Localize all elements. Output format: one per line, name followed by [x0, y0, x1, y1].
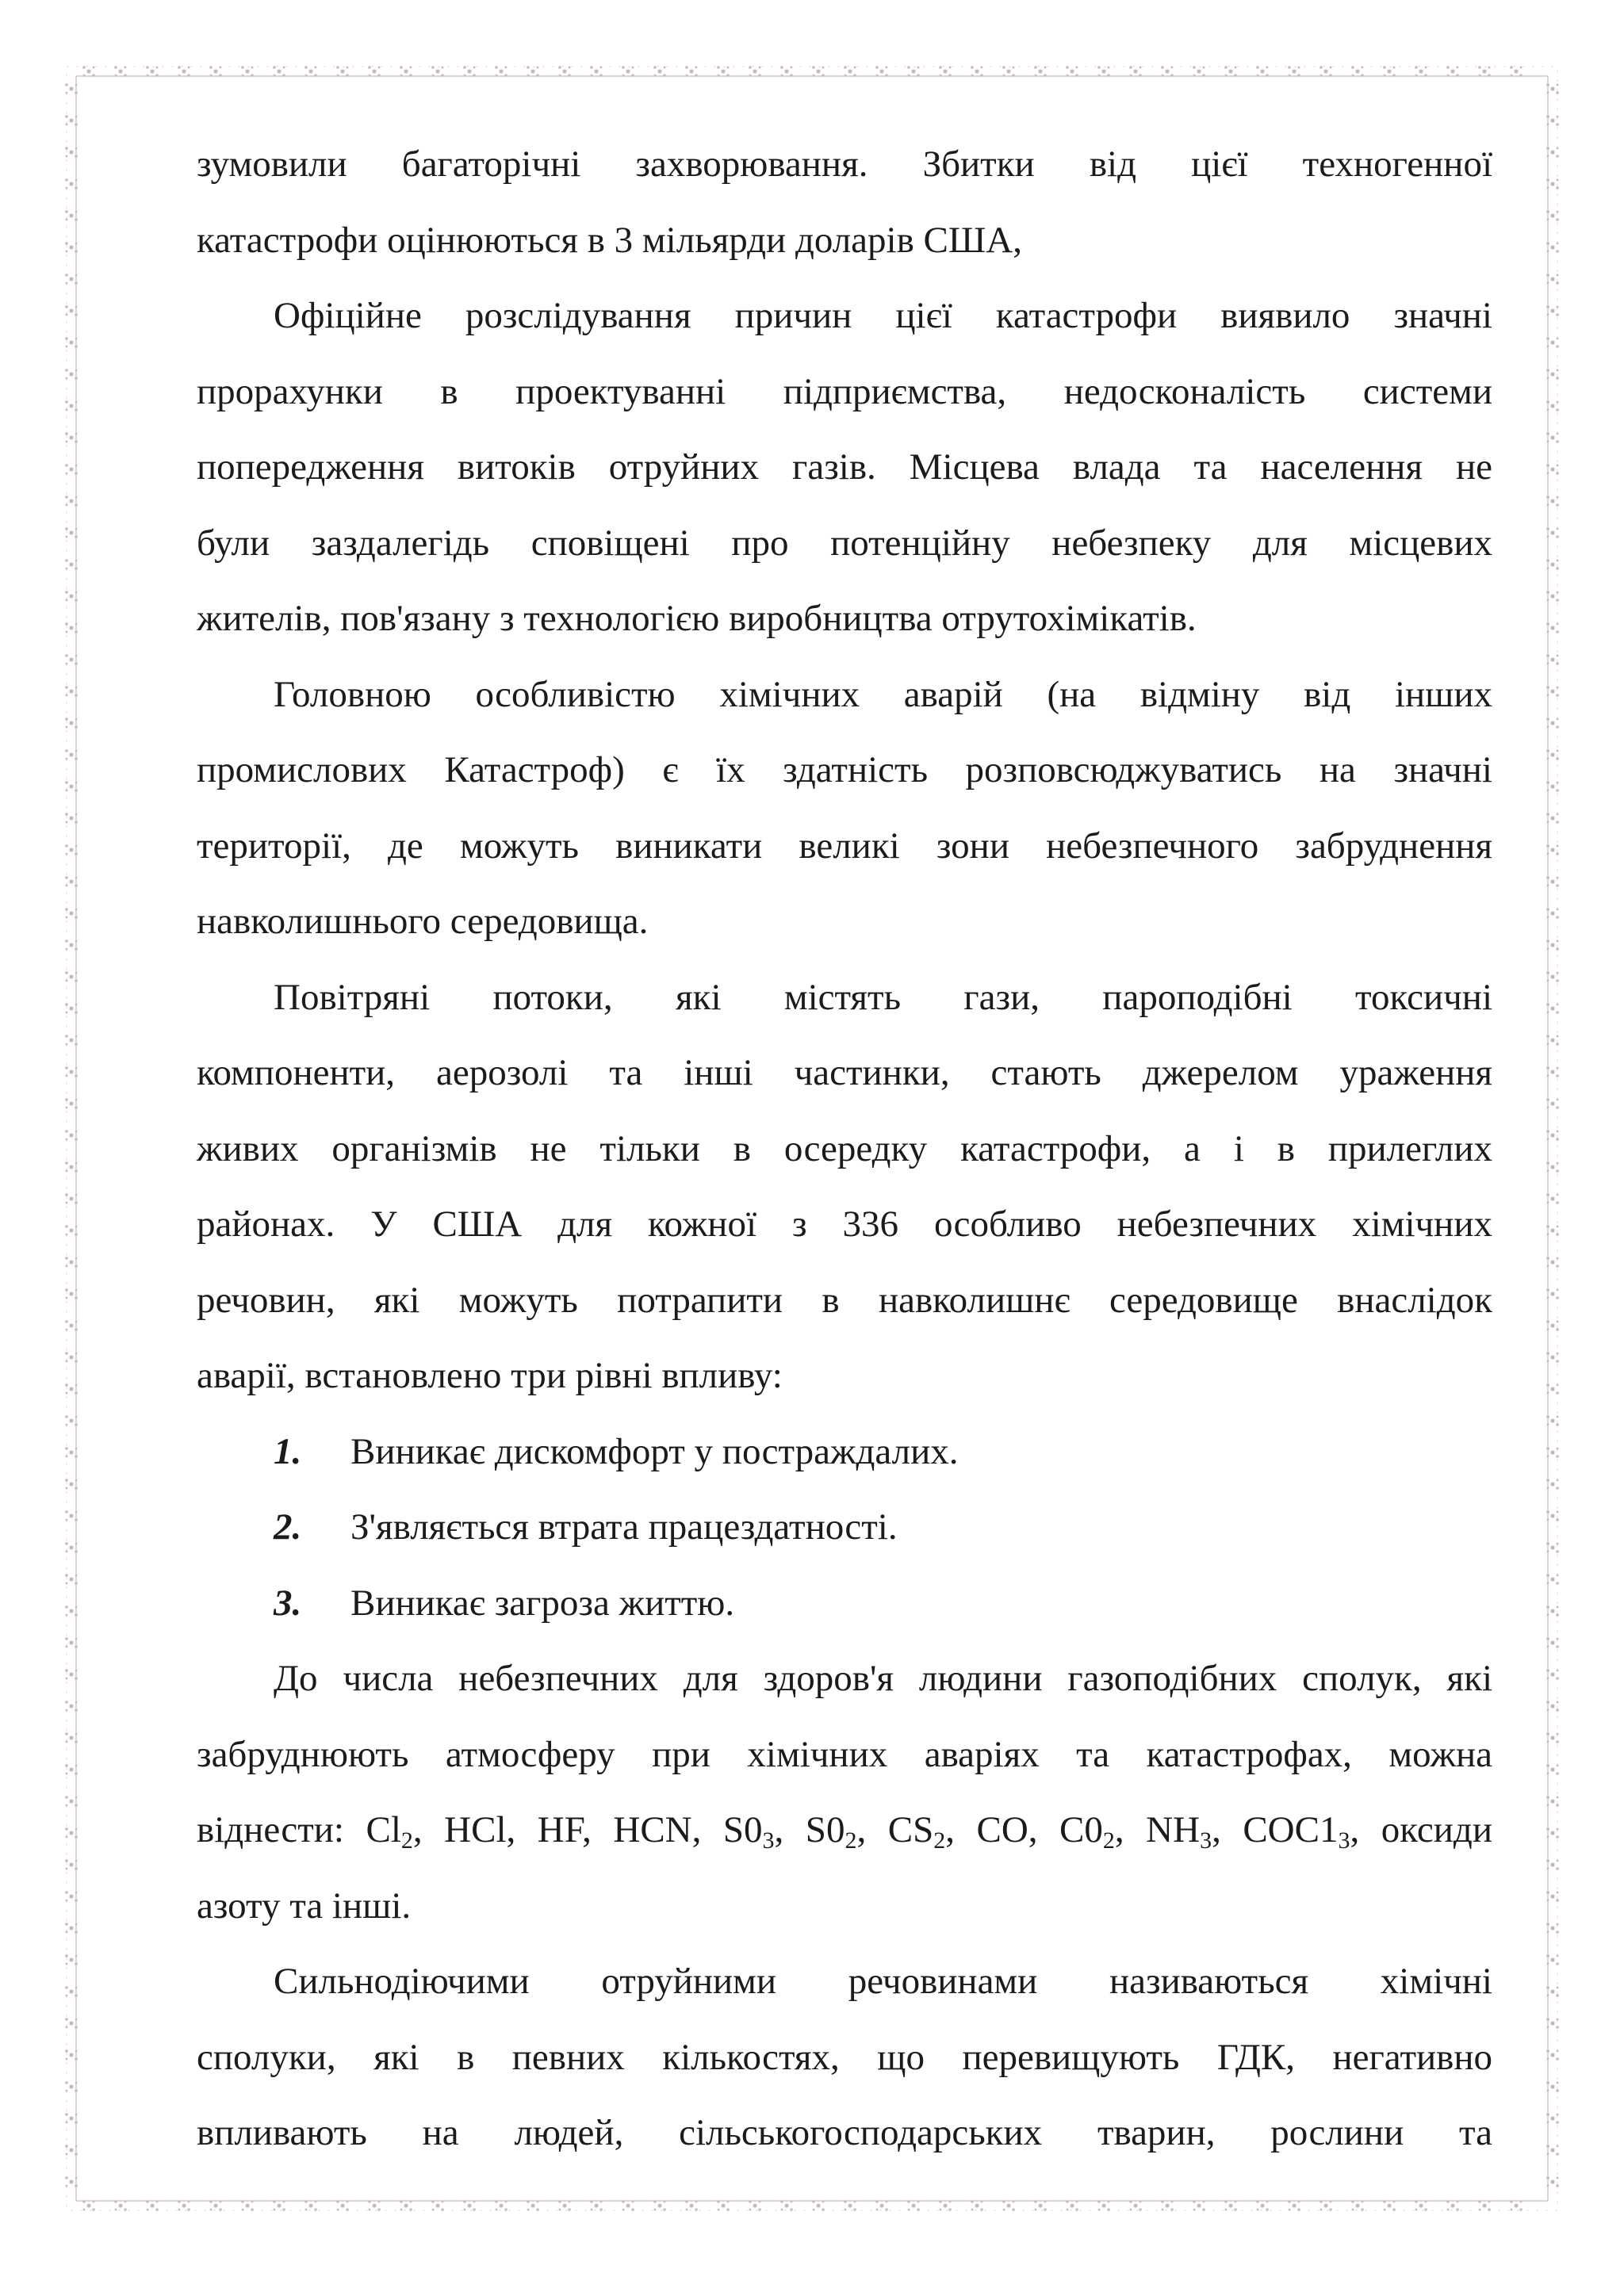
- border-ornament: [1161, 66, 1174, 77]
- border-ornament: [1034, 2200, 1047, 2211]
- paragraph-4-line-6: аварії, встановлено три рівні впливу:: [197, 1355, 783, 1396]
- paragraph-5-line-2: забруднюють атмосферу при хімічних аваріях та катастрофах, можна: [197, 1733, 1492, 1775]
- border-ornament: [875, 2200, 888, 2211]
- border-ornament: [114, 2200, 127, 2211]
- border-ornament: [907, 66, 920, 77]
- formula-text: , оксиди: [1350, 1809, 1492, 1850]
- border-ornament: [717, 2200, 730, 2211]
- border-ornament: [717, 66, 730, 77]
- paragraph-3-line-1: Головною особливістю хімічних аварій (на відміну від інших: [274, 673, 1492, 715]
- list-number: 2.: [274, 1506, 302, 1548]
- border-ornament: [1415, 2200, 1427, 2211]
- formula-text: , HCl, HF, HCN, S0: [412, 1809, 763, 1850]
- border-ornament: [1415, 66, 1427, 77]
- border-ornament: [1256, 2200, 1269, 2211]
- formula-subscript: 2: [1102, 1827, 1115, 1854]
- border-ornament: [82, 2200, 95, 2211]
- paragraph-2-line-5: жителів, пов'язану з технологією виробництва отрутохімікатів.: [197, 598, 1197, 639]
- paragraph-4-line-5: речовин, які можуть потрапити в навколишнє середовище внаслідок: [197, 1279, 1492, 1321]
- border-ornament: [1193, 66, 1205, 77]
- border-ornament: [1129, 66, 1142, 77]
- border-ornament: [812, 66, 825, 77]
- border-ornament: [209, 2200, 222, 2211]
- border-ornament: [685, 2200, 698, 2211]
- border-ornament: [1002, 66, 1015, 77]
- border-ornament: [1129, 2200, 1142, 2211]
- list-number: 3.: [274, 1582, 302, 1624]
- list-item-3: [197, 1566, 1492, 1642]
- border-ornament: [336, 66, 349, 77]
- formula-text: віднести: Cl: [197, 1809, 401, 1850]
- formula-text: , CS: [856, 1809, 934, 1850]
- formula-subscript: 3: [1200, 1827, 1212, 1854]
- border-ornament: [273, 66, 285, 77]
- border-ornament: [622, 2200, 634, 2211]
- border-ornament: [1002, 2200, 1015, 2211]
- paragraph-4-line-4: районах. У США для кожної з 336 особливо небезпечних хімічних: [197, 1203, 1492, 1245]
- border-ornament: [1066, 2200, 1078, 2211]
- border-ornament: [114, 66, 127, 77]
- border-ornament: [1320, 66, 1332, 77]
- paragraph-6-line-3: впливають на людей, сільськогосподарських тварин, рослини та: [197, 2112, 1492, 2153]
- border-ornament: [1383, 66, 1396, 77]
- border-ornament: [400, 2200, 412, 2211]
- border-ornament: [558, 66, 571, 77]
- border-ornament: [146, 66, 159, 77]
- border-ornament: [1224, 66, 1237, 77]
- border-ornament: [844, 66, 856, 77]
- border-ornament: [1097, 2200, 1110, 2211]
- border-ornament: [812, 2200, 825, 2211]
- border-ornament: [685, 66, 698, 77]
- paragraph-3-line-2: промислових Катастроф) є їх здатність розповсюджуватись на значні: [197, 749, 1492, 790]
- border-ornament: [209, 66, 222, 77]
- border-ornament: [495, 66, 508, 77]
- paragraph-5-line-1: До числа небезпечних для здоров'я людини газоподібних сполук, які: [274, 1658, 1492, 1699]
- formula-text: , NH: [1114, 1809, 1201, 1850]
- paragraph-5-line-4: азоту та інші.: [197, 1885, 412, 1927]
- paragraph-6-line-2: сполуки, які в певних кількостях, що перевищують ГДК, негативно: [197, 2036, 1492, 2078]
- paragraph-4-line-3: живих організмів не тільки в осередку катастрофи, а і в прилеглих: [197, 1127, 1492, 1169]
- formula-text: , CO, C0: [945, 1809, 1103, 1850]
- border-ornament: [590, 66, 603, 77]
- border-ornament: [1510, 66, 1522, 77]
- border-ornament: [590, 2200, 603, 2211]
- border-ornament: [527, 66, 539, 77]
- border-ornament: [875, 66, 888, 77]
- border-ornament: [1351, 66, 1364, 77]
- border-ornament: [1288, 66, 1300, 77]
- paragraph-5-line-3-chemical-formulas: [197, 1793, 1492, 1869]
- border-ornament: [368, 66, 381, 77]
- border-ornament: [622, 66, 634, 77]
- border-ornament: [1224, 2200, 1237, 2211]
- border-ornament: [1351, 2200, 1364, 2211]
- border-ornament: [1193, 2200, 1205, 2211]
- border-ornament: [971, 66, 983, 77]
- border-ornament: [780, 2200, 793, 2211]
- border-ornament: [1478, 2200, 1491, 2211]
- border-ornament: [146, 2200, 159, 2211]
- border-ornament: [1383, 2200, 1396, 2211]
- border-ornament: [653, 2200, 666, 2211]
- list-text: Виникає загроза життю.: [350, 1582, 735, 1624]
- document-body: [197, 127, 1492, 2172]
- formula-subscript: 2: [933, 1827, 946, 1854]
- formula-subscript: 3: [762, 1827, 775, 1854]
- border-ornament: [1446, 66, 1459, 77]
- paragraph-2-line-3: попередження витоків отруйних газів. Місцева влада та населення не: [197, 446, 1492, 488]
- border-ornament: [939, 66, 952, 77]
- border-ornament: [241, 66, 254, 77]
- formula-subscript: 2: [400, 1827, 413, 1854]
- paragraph-6-line-1: Сильнодіючими отруйними речовинами називаються хімічні: [274, 1961, 1492, 2002]
- border-ornament: [527, 2200, 539, 2211]
- paragraph-4-line-2: компоненти, аерозолі та інші частинки, стають джерелом ураження: [197, 1052, 1492, 1093]
- border-ornament: [1256, 66, 1269, 77]
- border-ornament: [495, 2200, 508, 2211]
- formula-text: , S0: [774, 1809, 845, 1850]
- border-ornament: [463, 66, 476, 77]
- formula-subscript: 2: [845, 1827, 857, 1854]
- paragraph-2-line-2: прорахунки в проектуванні підприємства, недосконалість системи: [197, 370, 1492, 412]
- list-text: Виникає дискомфорт у постраждалих.: [350, 1430, 959, 1472]
- list-number: 1.: [274, 1430, 302, 1472]
- list-item-2: [197, 1490, 1492, 1566]
- border-ornament: [780, 66, 793, 77]
- border-ornament: [1478, 66, 1491, 77]
- paragraph-4-line-1: Повітряні потоки, які містять гази, пароподібні токсичні: [274, 976, 1492, 1018]
- paragraph-2-line-1: Офіційне розслідування причин цієї катастрофи виявило значні: [274, 295, 1492, 336]
- paragraph-2-line-4: були заздалегідь сповіщені про потенційну небезпеку для місцевих: [197, 522, 1492, 564]
- border-ornament: [971, 2200, 983, 2211]
- border-ornament: [336, 2200, 349, 2211]
- border-ornament: [304, 66, 317, 77]
- border-ornament: [844, 2200, 856, 2211]
- border-ornament: [1320, 2200, 1332, 2211]
- border-ornament: [431, 2200, 444, 2211]
- border-ornament: [304, 2200, 317, 2211]
- border-ornament: [463, 2200, 476, 2211]
- border-ornament: [558, 2200, 571, 2211]
- border-ornament: [939, 2200, 952, 2211]
- list-item-1: [197, 1414, 1492, 1490]
- border-ornament: [1288, 2200, 1300, 2211]
- border-ornament: [431, 66, 444, 77]
- border-ornament: [368, 2200, 381, 2211]
- border-ornament: [1034, 66, 1047, 77]
- border-ornament: [178, 2200, 190, 2211]
- border-ornament: [1446, 2200, 1459, 2211]
- list-text: З'являється втрата працездатності.: [350, 1506, 898, 1548]
- border-ornament: [907, 2200, 920, 2211]
- formula-text: , COC1: [1212, 1809, 1339, 1850]
- paragraph-1-line-2: катастрофи оцінюються в 3 мільярди доларів США,: [197, 219, 1022, 261]
- border-ornament: [241, 2200, 254, 2211]
- border-ornament: [653, 66, 666, 77]
- border-ornament: [749, 2200, 761, 2211]
- border-ornament: [1161, 2200, 1174, 2211]
- paragraph-1-line-1: зумовили багаторічні захворювання. Збитки від цієї техногенної: [197, 144, 1492, 185]
- border-ornament: [400, 66, 412, 77]
- border-ornament: [1510, 2200, 1522, 2211]
- formula-subscript: 3: [1338, 1827, 1350, 1854]
- border-ornament: [1097, 66, 1110, 77]
- paragraph-3-line-3: території, де можуть виникати великі зони небезпечного забруднення: [197, 825, 1492, 867]
- border-ornament: [749, 66, 761, 77]
- border-ornament: [1066, 66, 1078, 77]
- border-ornament: [178, 66, 190, 77]
- border-ornament: [82, 66, 95, 77]
- border-ornament: [273, 2200, 285, 2211]
- paragraph-3-line-4: навколишнього середовища.: [197, 901, 649, 942]
